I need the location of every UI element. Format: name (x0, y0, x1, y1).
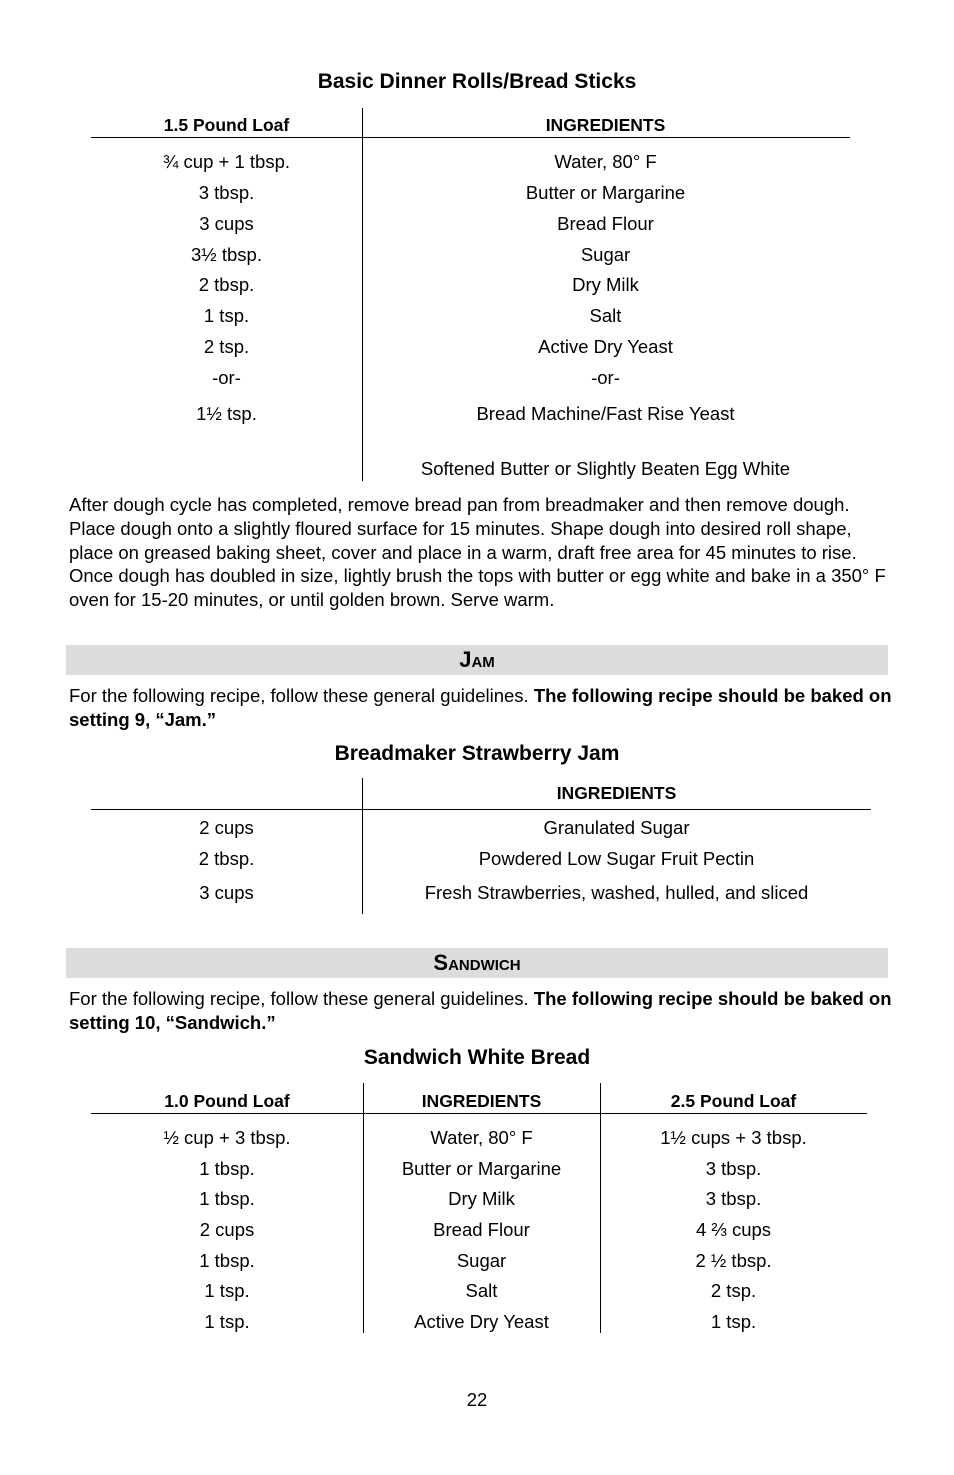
sandwich-intro-setting: The following recipe should be baked on setting 10, “Sandwich.” (69, 988, 892, 1033)
sandwich-small-amount: 2 cups (199, 1219, 255, 1240)
sandwich-intro-text: For the following recipe, follow these general guidelines. (69, 988, 534, 1009)
sandwich-ingredient: Salt (465, 1280, 498, 1301)
jam-title: Breadmaker Strawberry Jam (334, 742, 620, 765)
sandwich-ingredient: Dry Milk (448, 1188, 515, 1209)
rolls-amount: 2 tbsp. (198, 274, 255, 295)
sandwich-small-amount: ½ cup + 3 tbsp. (163, 1127, 291, 1148)
jam-intro (69, 684, 899, 732)
sandwich-header-rule (91, 1113, 867, 1114)
rolls-amount: 1 tsp. (203, 305, 250, 326)
sandwich-col-large: 2.5 Pound Loaf (670, 1091, 797, 1111)
sandwich-ingredient: Sugar (456, 1250, 507, 1271)
jam-ingredient: Granulated Sugar (543, 817, 690, 838)
rolls-amount: 3½ tbsp. (191, 244, 262, 265)
sandwich-large-amount: 4 ⅔ cups (695, 1219, 772, 1240)
sandwich-small-amount: 1 tbsp. (199, 1188, 255, 1209)
sandwich-intro (69, 987, 899, 1035)
sandwich-small-amount: 1 tsp. (204, 1311, 250, 1332)
jam-intro-setting: The following recipe should be baked on setting 9, “Jam.” (69, 685, 892, 730)
rolls-instructions: After dough cycle has completed, remove bread pan from breadmaker and then remove dough. Place dough onto a slightly floured surface for 15 minutes. Shape dough into desired roll shape, place on greased baking sheet, cover and place in a warm, draft free area for 45 minutes to rise. Once dough has doubled in size, lightly brush the tops with butter or egg white and bake in a 350° F oven for 15-20 minutes, or until golden brown. Serve warm. (69, 494, 886, 611)
rolls-amount: 2 tsp. (203, 336, 250, 357)
jam-section-heading: Jam (66, 645, 888, 675)
jam-intro-text: For the following recipe, follow these general guidelines. (69, 685, 534, 706)
rolls-col-ingredients: INGREDIENTS (545, 115, 666, 135)
sandwich-title: Sandwich White Bread (363, 1046, 591, 1069)
sandwich-ingredient: Active Dry Yeast (414, 1311, 549, 1332)
page-number: 22 (466, 1389, 488, 1410)
rolls-ingredient: Water, 80° F (554, 151, 657, 172)
rolls-ingredient: Bread Flour (557, 213, 654, 234)
sandwich-large-amount: 3 tbsp. (705, 1188, 762, 1209)
rolls-amount: -or- (212, 367, 241, 388)
sandwich-small-amount: 1 tsp. (204, 1280, 250, 1301)
jam-ingredient: Powdered Low Sugar Fruit Pectin (478, 848, 755, 869)
jam-ingredient: Fresh Strawberries, washed, hulled, and sliced (424, 882, 809, 903)
rolls-amount: 3 cups (199, 213, 254, 234)
sandwich-large-amount: 1 tsp. (710, 1311, 757, 1332)
rolls-amount: 1½ tsp. (196, 403, 257, 424)
rolls-ingredient: Bread Machine/Fast Rise Yeast (476, 403, 735, 424)
rolls-ingredient: -or- (591, 367, 620, 388)
rolls-ingredient: Dry Milk (572, 274, 639, 295)
jam-amount: 2 cups (199, 817, 254, 838)
sandwich-col-small: 1.0 Pound Loaf (164, 1091, 290, 1111)
jam-header-rule (91, 809, 871, 810)
sandwich-large-amount: 2 tsp. (710, 1280, 757, 1301)
rolls-ingredient: Active Dry Yeast (538, 336, 673, 357)
sandwich-large-amount: 1½ cups + 3 tbsp. (660, 1127, 807, 1148)
sandwich-ingredient: Butter or Margarine (401, 1158, 562, 1179)
jam-col-ingredients: INGREDIENTS (556, 783, 677, 803)
rolls-extra-ingredient: Softened Butter or Slightly Beaten Egg White (420, 458, 791, 479)
rolls-ingredient: Salt (589, 305, 622, 326)
sandwich-ingredient: Bread Flour (433, 1219, 530, 1240)
sandwich-small-amount: 1 tbsp. (199, 1250, 255, 1271)
rolls-amount: 3 tbsp. (198, 182, 255, 203)
jam-amount: 2 tbsp. (198, 848, 255, 869)
rolls-header-rule (91, 137, 850, 138)
jam-amount: 3 cups (199, 882, 254, 903)
rolls-title: Basic Dinner Rolls/Bread Sticks (317, 70, 637, 93)
rolls-amount: ¾ cup + 1 tbsp. (162, 151, 291, 172)
sandwich-col-ingredients: INGREDIENTS (421, 1091, 542, 1111)
sandwich-section-heading: Sandwich (66, 948, 888, 978)
sandwich-ingredient: Water, 80° F (430, 1127, 533, 1148)
rolls-ingredient: Butter or Margarine (525, 182, 686, 203)
sandwich-large-amount: 3 tbsp. (705, 1158, 762, 1179)
sandwich-large-amount: 2 ½ tbsp. (695, 1250, 772, 1271)
rolls-col-amount: 1.5 Pound Loaf (163, 115, 290, 135)
rolls-ingredient: Sugar (580, 244, 631, 265)
sandwich-small-amount: 1 tbsp. (199, 1158, 255, 1179)
